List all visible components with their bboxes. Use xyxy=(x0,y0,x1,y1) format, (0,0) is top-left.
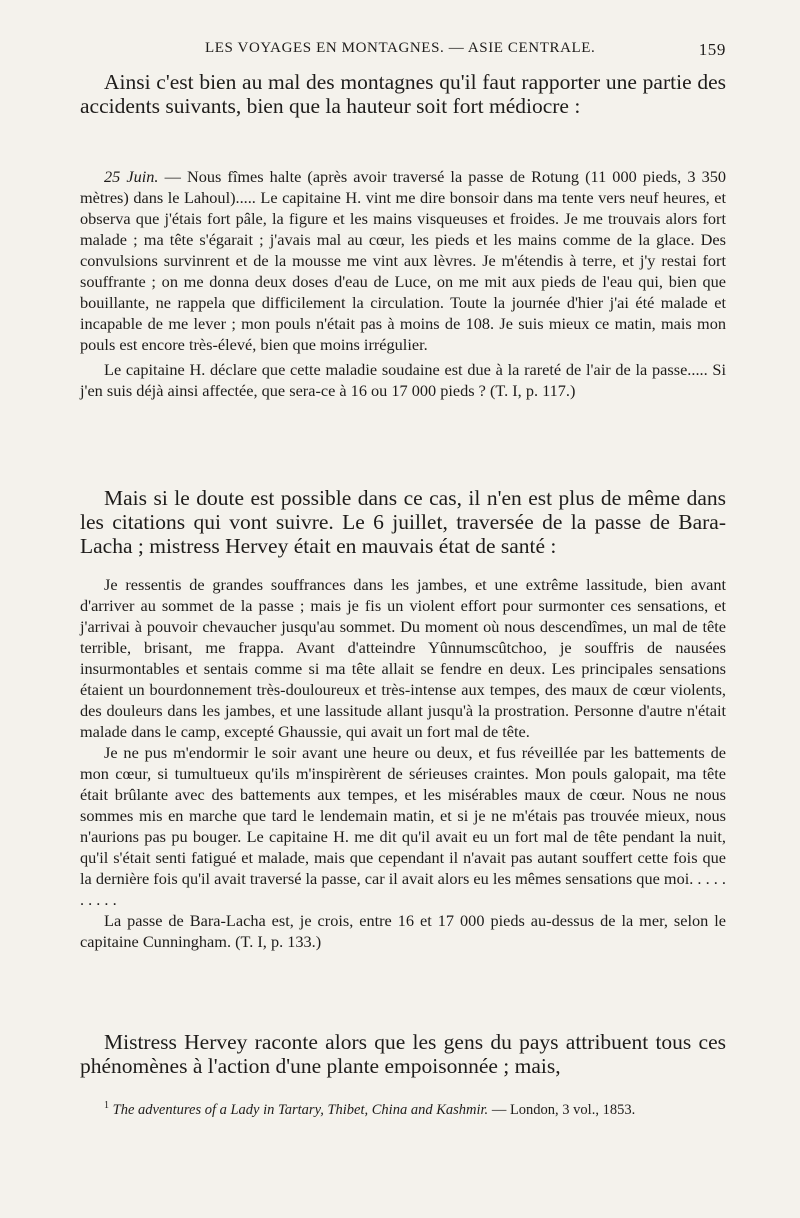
footnote-mark: 1 xyxy=(104,1100,109,1111)
transition-section xyxy=(80,486,726,558)
footnote xyxy=(80,1096,726,1120)
closing-paragraph: Mistress Hervey raconte alors que les gens du pays attribuent tous ces phénomènes à l'action d'une plante empoisonnée ; mais, xyxy=(80,1030,726,1078)
quote2-paragraph-3: La passe de Bara-Lacha est, je crois, entre 16 et 17 000 pieds au-dessus de la mer, selon le capitaine Cunningham. (T. I, p. 133.) xyxy=(80,911,726,951)
running-title: LES VOYAGES EN MONTAGNES. — ASIE CENTRALE. xyxy=(205,40,596,56)
quote1-paragraph-1 xyxy=(80,166,726,355)
quote2-paragraph-2: Je ne pus m'endormir le soir avant une heure ou deux, et fus réveillée par les battements de mon cœur, si tumultueux qu'ils m'inspirèrent de sérieuses craintes. Mon pouls galopait, ma tête était brûlante avec des battements aux tempes, et les misérables maux de cœur. Nous ne nous sommes mis en marche que tard le lendemain matin, et si je ne m'étais pas trouvée mieux, nous n'aurions pas pu bouger. Le capitaine H. me dit qu'il avait eu un fort mal de tête pendant la nuit, qu'il s'était senti fatigué et malade, mais que cependant il n'avait pas autant souffert cette fois que la dernière fois qu'il avait traversé la passe, car il avait alors eu les mêmes sensations que moi. . . . . . . . . . xyxy=(80,743,726,909)
quote1-text-1: — Nous fîmes halte (après avoir traversé la passe de Rotung (11 000 pieds, 3 350 mètres) dans le Lahoul)..... Le capitaine H. vint me dire bonsoir dans ma tente vers neuf heures, et observa que j'étais fort pâle, la figure et les mains visqueuses et froides. Je me trouvais alors fort malade ; ma tête s'égarait ; j'avais mal au cœur, les pieds et les mains comme de la glace. Des convulsions survinrent et de la mousse me vint aux lèvres. Je m'étendis à terre, et j'y restai fort souffrante ; on me donna deux doses d'eau de Luce, on me mit aux pieds de l'eau qui, bien que bouillante, ne rappela que difficilement la circulation. Toute la journée d'hier j'ai été malade et incapable de me lever ; mon pouls n'était pas à moins de 108. Je suis mieux ce matin, mais mon pouls est encore très-élevé, bien que moins irrégulier. xyxy=(80,167,726,354)
intro-section xyxy=(80,70,726,118)
quote2-paragraph-1: Je ressentis de grandes souffrances dans les jambes, et une extrême lassitude, bien avant d'arriver au sommet de la passe ; mais je fis un violent effort pour surmonter ces sensations, et j'arrivai à pouvoir chevaucher jusqu'au sommet. Du moment où nous descendîmes, un mal de tête terrible, brisant, me frappa. Avant d'atteindre Yûnnumscûtchoo, je souffris de nausées insurmontables et sentais comme si ma tête allait se fendre en deux. Les principales sensations étaient un bourdonnement très-douloureux et très-intense aux tempes, des maux de cœur violents, des douleurs dans les jambes, et une lassitude allant jusqu'à la prostration. Personne d'autre n'était malade dans le camp, excepté Ghaussie, qui avait un fort mal de tête. xyxy=(80,575,726,741)
footnote-title: The adventures of a Lady in Tartary, Thibet, China and Kashmir. xyxy=(112,1101,489,1118)
footnote-rest: — London, 3 vol., 1853. xyxy=(488,1101,636,1118)
footnote-text xyxy=(80,1096,726,1120)
quote-block-1 xyxy=(80,166,726,401)
running-header xyxy=(80,40,726,64)
intro-paragraph: Ainsi c'est bien au mal des montagnes qu'il faut rapporter une partie des accidents suivants, bien que la hauteur soit fort médiocre : xyxy=(80,70,726,118)
quote-block-2 xyxy=(80,574,726,952)
quote1-paragraph-2: Le capitaine H. déclare que cette maladie soudaine est due à la rareté de l'air de la passe..... Si j'en suis déjà ainsi affectée, que sera-ce à 16 ou 17 000 pieds ? (T. I, p. 117.) xyxy=(80,360,726,400)
page-number: 159 xyxy=(698,40,726,59)
closing-section xyxy=(80,1030,726,1078)
quote1-date: 25 Juin. xyxy=(104,167,159,186)
transition-paragraph: Mais si le doute est possible dans ce cas, il n'en est plus de même dans les citations qui vont suivre. Le 6 juillet, traversée de la passe de Bara-Lacha ; mistress Hervey était en mauvais état de santé : xyxy=(80,486,726,558)
